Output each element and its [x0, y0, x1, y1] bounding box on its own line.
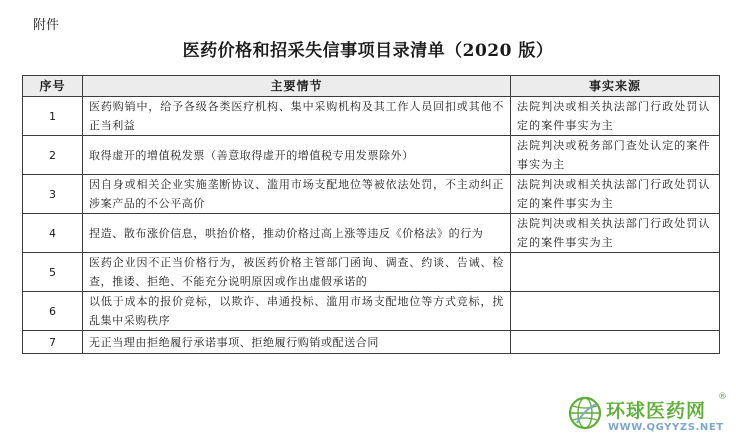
row-number: 5 — [23, 253, 83, 292]
row-fact-source: 法院判决或相关执法部门行政处罚认定的案件事实为主 — [511, 97, 720, 136]
table-row — [23, 97, 720, 136]
table-row — [23, 136, 720, 175]
row-circumstance: 捏造、散布涨价信息，哄抬价格，推动价格过高上涨等违反《价格法》的行为 — [83, 214, 511, 253]
row-number: 3 — [23, 175, 83, 214]
dishonesty-items-table — [22, 75, 720, 354]
attachment-label: 附件 — [33, 18, 60, 33]
table-row — [23, 292, 720, 331]
table-row — [23, 214, 720, 253]
row-number: 7 — [23, 331, 83, 354]
row-fact-source — [511, 331, 720, 354]
registered-mark: ® — [718, 392, 727, 402]
row-circumstance: 医药企业因不正当价格行为，被医药价格主管部门函询、调查、约谈、告诫、检查，推诿、拒绝、不能充分说明原因或作出虚假承诺的 — [83, 253, 511, 292]
row-fact-source — [511, 292, 720, 331]
table-row — [23, 175, 720, 214]
header-main-circumstance: 主要情节 — [83, 76, 511, 97]
table-row — [23, 331, 720, 354]
row-circumstance: 医药购销中，给予各级各类医疗机构、集中采购机构及其工作人员回扣或其他不正当利益 — [83, 97, 511, 136]
row-number: 6 — [23, 292, 83, 331]
row-circumstance: 以低于成本的报价竞标，以欺诈、串通投标、滥用市场支配地位等方式竞标，扰乱集中采购秩序 — [83, 292, 511, 331]
header-fact-source: 事实来源 — [511, 76, 720, 97]
site-watermark — [568, 392, 736, 446]
header-serial-number: 序号 — [23, 76, 83, 97]
table-row — [23, 253, 720, 292]
row-fact-source: 法院判决或相关执法部门行政处罚认定的案件事实为主 — [511, 214, 720, 253]
globe-logo-icon — [568, 396, 602, 430]
row-number: 4 — [23, 214, 83, 253]
row-fact-source: 法院判决或相关执法部门行政处罚认定的案件事实为主 — [511, 175, 720, 214]
row-number: 1 — [23, 97, 83, 136]
watermark-url: WWW.QGYYZS.NET — [608, 422, 724, 433]
watermark-site-name: 环球医药网 — [606, 400, 707, 422]
row-circumstance: 因自身或相关企业实施垄断协议、滥用市场支配地位等被依法处罚，不主动纠正涉案产品的不公平高价 — [83, 175, 511, 214]
row-fact-source: 法院判决或税务部门查处认定的案件事实为主 — [511, 136, 720, 175]
row-circumstance: 取得虚开的增值税发票（善意取得虚开的增值税专用发票除外） — [83, 136, 511, 175]
row-fact-source — [511, 253, 720, 292]
table-header-row — [23, 76, 720, 97]
document-title: 医药价格和招采失信事项目录清单（2020 版） — [182, 41, 554, 61]
row-circumstance: 无正当理由拒绝履行承诺事项、拒绝履行购销或配送合同 — [83, 331, 511, 354]
row-number: 2 — [23, 136, 83, 175]
